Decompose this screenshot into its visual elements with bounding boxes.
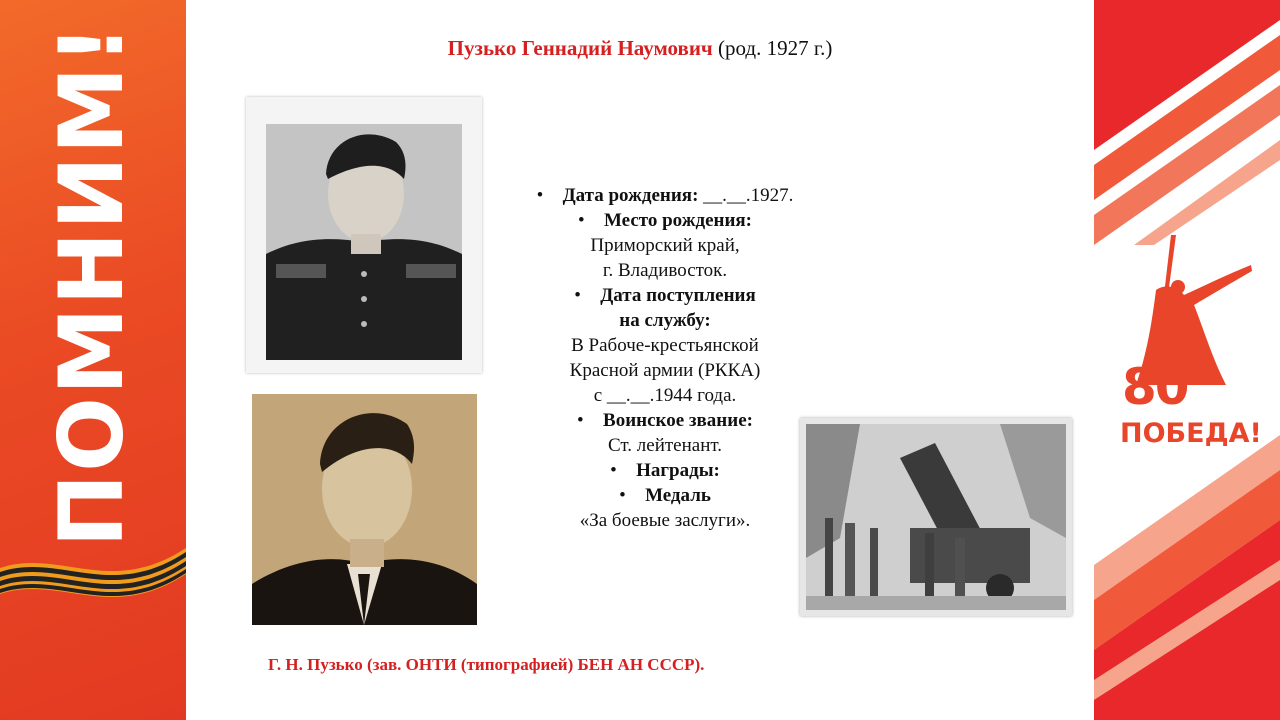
service-label-line1: Дата поступления (600, 285, 756, 306)
birth-place-line1: Приморский край, (590, 235, 740, 256)
service-row (480, 283, 850, 308)
photo-caption: Г. Н. Пузько (зав. ОНТИ (типографией) БЕН АН СССР). (268, 655, 705, 674)
rank-row (480, 408, 850, 433)
uniform-portrait-photo (246, 97, 482, 373)
birth-place-label: Место рождения: (603, 210, 753, 231)
birth-place-row (480, 208, 850, 233)
emblem-pobeda: ПОБЕДА! (1120, 418, 1262, 449)
person-name: Пузько Геннадий Наумович (447, 36, 713, 60)
bullet-icon: • (574, 285, 581, 306)
birth-date-row (480, 183, 850, 208)
st-george-ribbon (0, 538, 186, 628)
awards-row (480, 458, 850, 483)
left-banner (0, 0, 186, 720)
medal-row (480, 483, 850, 508)
bullet-icon: • (577, 410, 584, 431)
service-line3: с __.__.1944 года. (593, 385, 737, 406)
service-line2: Красной армии (РККА) (569, 360, 761, 381)
medal-value: «За боевые заслуги». (579, 510, 751, 531)
emblem-80: 80 (1122, 358, 1188, 416)
biography-info (480, 183, 850, 533)
bullet-icon: • (577, 210, 585, 231)
rank-value: Ст. лейтенант. (607, 435, 722, 456)
bullet-icon: • (536, 185, 544, 206)
awards-label: Награды: (636, 460, 720, 481)
page-title (0, 36, 1280, 61)
rank-label: Воинское звание: (603, 410, 753, 431)
birth-years: (род. 1927 г.) (718, 36, 833, 60)
birth-place-line2: г. Владивосток. (602, 260, 728, 281)
bullet-icon: • (619, 485, 626, 506)
bullet-icon: • (610, 460, 617, 481)
pomnim-text: ПОМНИМ! (40, 22, 143, 548)
sepia-portrait-photo (252, 394, 477, 625)
service-label-line2: на службу: (619, 310, 711, 331)
medal-label: Медаль (645, 485, 711, 506)
birth-date-label: Дата рождения: (562, 185, 699, 206)
service-line1: В Рабоче-крестьянской (571, 335, 759, 356)
birth-date-value: __.__.1927. (703, 185, 794, 206)
